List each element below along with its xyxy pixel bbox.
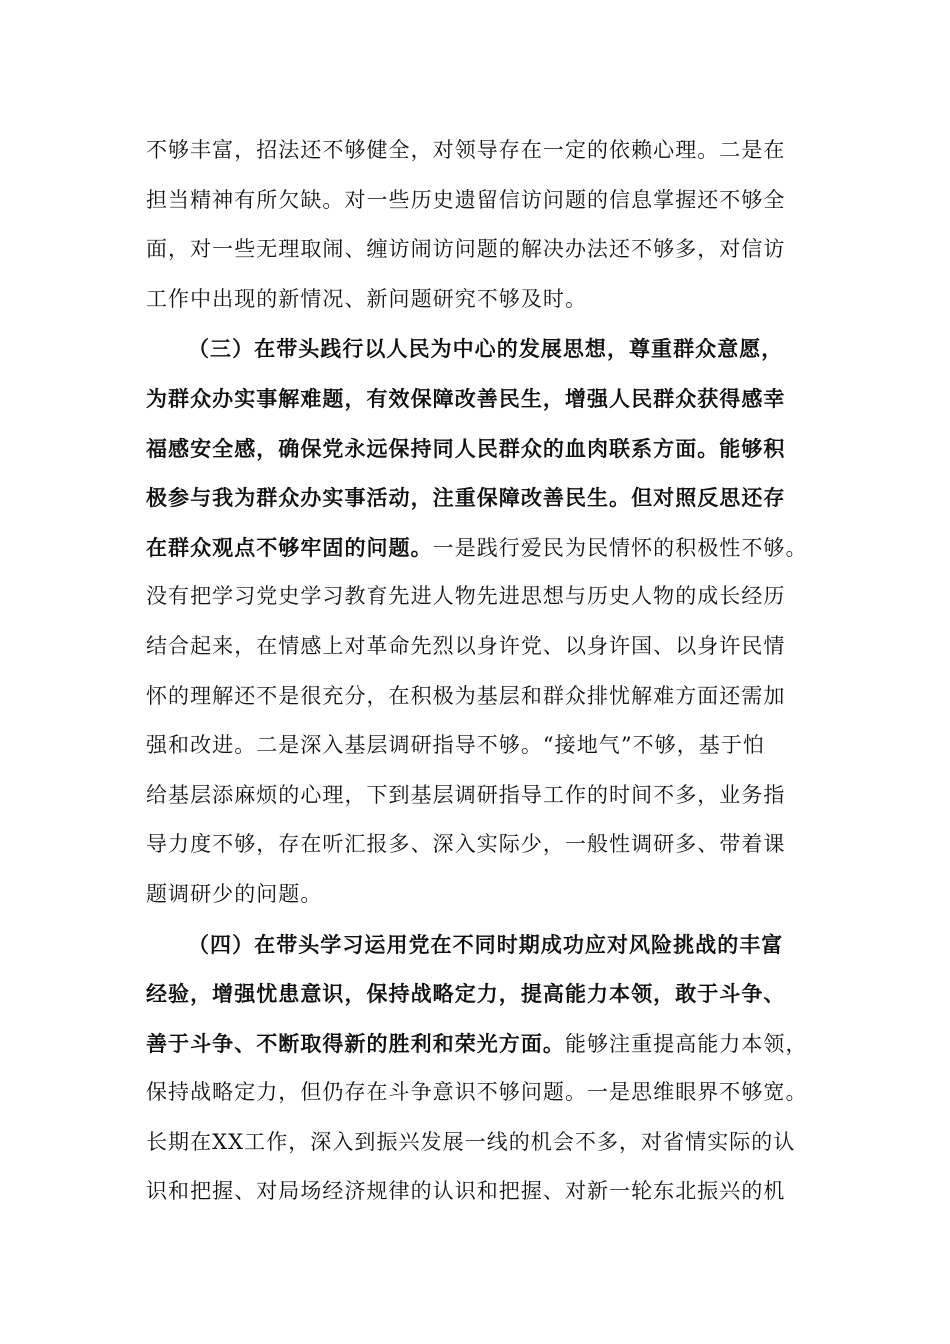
text-line <box>146 1167 810 1217</box>
text-segment: 一是践行爱民为民情怀的积极性不够。 <box>432 535 808 560</box>
text-line <box>146 473 810 523</box>
text-segment: 保持战略定力，但仍存在斗争意识不够问题。一是思维眼界不够宽。 <box>146 1080 808 1105</box>
text-segment: 怀的理解还不是很充分，在积极为基层和群众排忧解难方面还需加 <box>146 683 786 708</box>
text-segment: 长期在XX工作，深入到振兴发展一线的机会不多，对省情实际的认 <box>146 1129 796 1154</box>
text-segment: 面，对一些无理取闹、缠访闹访问题的解决办法还不够多，对信访 <box>146 237 786 262</box>
text-line <box>146 870 810 920</box>
bold-text-segment: 极参与我为群众办实事活动，注重保障改善民生。但对照反思还存 <box>146 485 786 511</box>
text-segment: 题调研少的问题。 <box>146 881 323 906</box>
text-line <box>146 424 810 474</box>
text-line <box>146 176 810 226</box>
text-line <box>146 820 810 870</box>
text-segment: 担当精神有所欠缺。对一些历史遗留信访问题的信息掌握还不够全 <box>146 187 786 212</box>
bold-text-segment: （三）在带头践行以人民为中心的发展思想，尊重群众意愿， <box>188 336 784 362</box>
text-line <box>146 225 810 275</box>
text-line <box>146 1019 810 1069</box>
text-line <box>146 126 810 176</box>
bold-text-segment: 为群众办实事解难题，有效保障改善民生，增强人民群众获得感幸 <box>146 385 786 411</box>
bold-text-segment: 在群众观点不够牢固的问题。 <box>146 534 433 560</box>
text-line <box>146 920 810 970</box>
text-segment: 工作中出现的新情况、新问题研究不够及时。 <box>146 286 587 311</box>
bold-text-segment: （四）在带头学习运用党在不同时期成功应对风险挑战的丰富 <box>188 931 784 957</box>
text-line <box>146 672 810 722</box>
text-segment: 结合起来，在情感上对革命先烈以身许党、以身许国、以身许民情 <box>146 633 786 658</box>
text-line <box>146 1118 810 1168</box>
text-line <box>146 572 810 622</box>
text-segment: 导力度不够，存在听汇报多、深入实际少，一般性调研多、带着课 <box>146 832 786 857</box>
text-segment: 强和改进。二是深入基层调研指导不够。“接地气”不够，基于怕 <box>146 733 765 758</box>
text-segment: 不够丰富，招法还不够健全，对领导存在一定的依赖心理。二是在 <box>146 138 786 162</box>
text-line <box>146 324 810 374</box>
text-line <box>146 275 810 325</box>
text-segment: 能够注重提高能力本领， <box>564 1031 808 1056</box>
text-segment: 识和把握、对局场经济规律的认识和把握、对新一轮东北振兴的机 <box>146 1179 786 1204</box>
bold-text-segment: 善于斗争、不断取得新的胜利和荣光方面。 <box>146 1030 565 1056</box>
text-segment: 没有把学习党史学习教育先进人物先进思想与历史人物的成长经历 <box>146 584 786 609</box>
text-line <box>146 721 810 771</box>
document-body <box>146 126 810 1217</box>
text-line <box>146 622 810 672</box>
text-segment: 给基层添麻烦的心理，下到基层调研指导工作的时间不多，业务指 <box>146 782 786 807</box>
text-line <box>146 523 810 573</box>
text-line <box>146 374 810 424</box>
text-line <box>146 969 810 1019</box>
bold-text-segment: 福感安全感，确保党永远保持同人民群众的血肉联系方面。能够积 <box>146 435 786 461</box>
bold-text-segment: 经验，增强忧患意识，保持战略定力，提高能力本领，敢于斗争、 <box>146 981 786 1007</box>
text-line <box>146 1068 810 1118</box>
text-line <box>146 771 810 821</box>
